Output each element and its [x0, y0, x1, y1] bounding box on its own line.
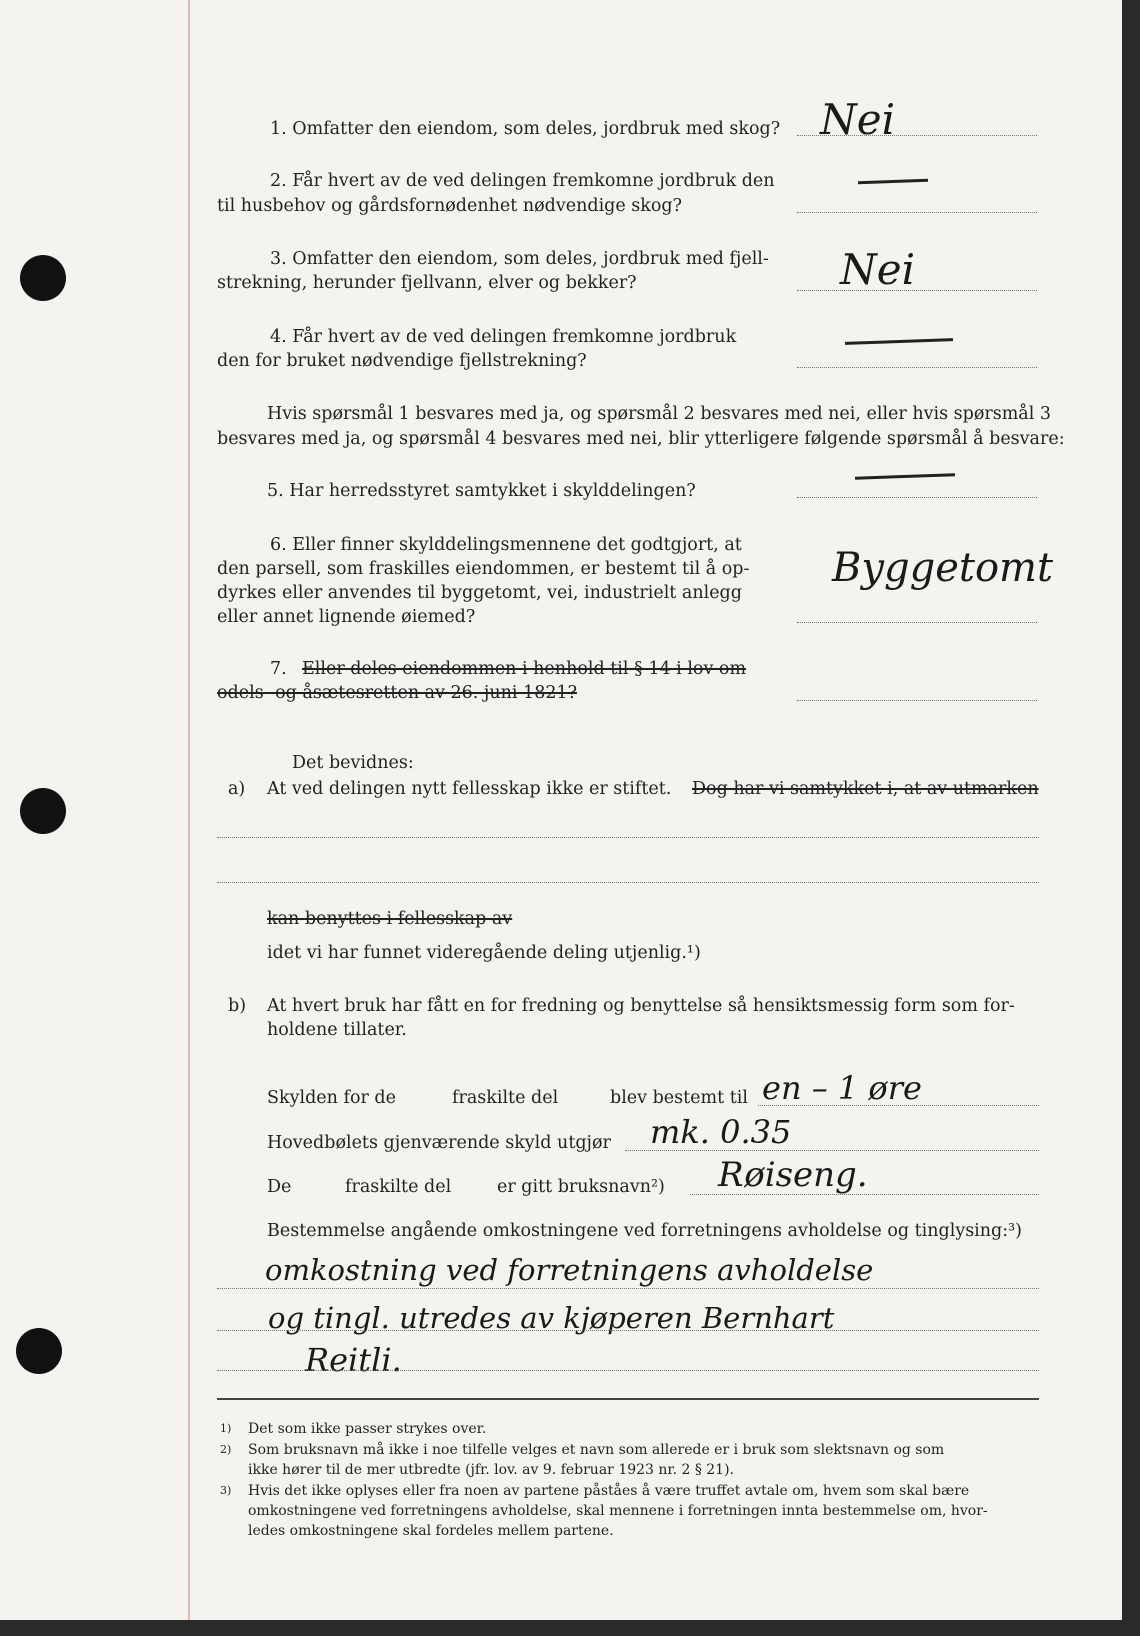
question-3-line-2: strekning, herunder fjellvann, elver og bekker? — [217, 273, 637, 293]
skyld-label-mid: fraskilte del — [452, 1088, 559, 1108]
answer-4-dash — [845, 338, 953, 345]
fill-line — [217, 837, 1039, 838]
footnote-rule — [217, 1398, 1039, 1400]
bestemmelse-line-1: omkostning ved forretningens avholdelse — [265, 1253, 874, 1287]
question-5: 5. Har herredsstyret samtykket i skylddelingen? — [267, 481, 696, 501]
question-7-line-1: Eller deles eiendommen i henhold til § 14 i lov om — [302, 659, 747, 679]
skyld-value: en – 1 øre — [762, 1069, 922, 1107]
answer-line-5 — [797, 497, 1037, 498]
bruksnavn-label-pre: De — [267, 1177, 292, 1197]
fill-line — [217, 882, 1039, 883]
footnote-2-line-1: Som bruksnavn må ikke i noe tilfelle velges et navn som allerede er i bruk som slektsnavn og som — [248, 1442, 945, 1458]
margin-line — [188, 0, 190, 1620]
skyld-label-pre: Skylden for de — [267, 1088, 396, 1108]
question-2-line-1: 2. Får hvert av de ved delingen fremkomne jordbruk den — [270, 171, 775, 191]
bevidnes-heading: Det bevidnes: — [292, 753, 414, 773]
footnote-3-line-3: ledes omkostningene skal fordeles mellem partene. — [248, 1523, 614, 1539]
hovedbol-value: mk. 0.35 — [650, 1113, 792, 1151]
answer-3: Nei — [840, 245, 916, 294]
bruksnavn-label-post: er gitt bruksnavn²) — [497, 1177, 665, 1197]
bestemmelse-fill-line — [217, 1330, 1039, 1331]
bevidnes-a-continuation: idet vi har funnet videregående deling utjenlig.¹) — [267, 943, 701, 963]
question-3-line-1: 3. Omfatter den eiendom, som deles, jordbruk med fjell- — [270, 249, 769, 269]
answer-line-7 — [797, 700, 1037, 701]
answer-1: Nei — [820, 95, 896, 144]
answer-2-dash — [858, 179, 928, 184]
question-4-line-2: den for bruket nødvendige fjellstrekning? — [217, 351, 587, 371]
bevidnes-a-label: a) — [228, 779, 246, 799]
footnote-1-line-1: Det som ikke passer strykes over. — [248, 1421, 487, 1437]
bestemmelse-label: Bestemmelse angående omkostningene ved forretningens avholdelse og tinglysing:³) — [267, 1221, 1022, 1241]
bruksnavn-label-mid: fraskilte del — [345, 1177, 452, 1197]
bevidnes-b-line-1: At hvert bruk har fått en for fredning og benyttelse så hensiktsmessig form som for- — [267, 996, 1015, 1016]
footnote-2-line-2: ikke hører til de mer utbredte (jfr. lov. av 9. februar 1923 nr. 2 § 21). — [248, 1462, 735, 1478]
bevidnes-b-label: b) — [228, 996, 247, 1016]
question-7-number: 7. — [270, 659, 287, 679]
answer-line-6 — [797, 622, 1037, 623]
punch-hole — [20, 788, 66, 834]
question-1: 1. Omfatter den eiendom, som deles, jordbruk med skog? — [270, 119, 781, 139]
bestemmelse-line-2: og tingl. utredes av kjøperen Bernhart — [268, 1301, 835, 1335]
question-6-line-4: eller annet lignende øiemed? — [217, 607, 476, 627]
question-6-line-1: 6. Eller finner skylddelingsmennene det godtgjort, at — [270, 535, 742, 555]
intro-line-1: Hvis spørsmål 1 besvares med ja, og spørsmål 2 besvares med nei, eller hvis spørsmål 3 — [267, 404, 1052, 424]
question-4-line-1: 4. Får hvert av de ved delingen fremkomne jordbruk — [270, 327, 737, 347]
hovedbol-label: Hovedbølets gjenværende skyld utgjør — [267, 1133, 611, 1153]
answer-line-4 — [797, 367, 1037, 368]
intro-line-2: besvares med ja, og spørsmål 4 besvares med nei, blir ytterligere følgende spørsmål å besvare: — [217, 429, 1065, 449]
bestemmelse-fill-line — [217, 1288, 1039, 1289]
answer-line-2 — [797, 212, 1037, 213]
answer-5-dash — [855, 473, 955, 479]
footnote-2-mark: 2) — [220, 1443, 232, 1456]
skyld-label-post: blev bestemt til — [610, 1088, 748, 1108]
bestemmelse-line-3: Reitli. — [305, 1341, 402, 1379]
footnote-3-line-2: omkostningene ved forretningens avholdelse, skal mennene i forretningen innta bestemmelse om, hvor- — [248, 1503, 988, 1519]
bevidnes-b-line-2: holdene tillater. — [267, 1020, 407, 1040]
footnote-3-line-1: Hvis det ikke oplyses eller fra noen av partene påståes å være truffet avtale om, hvem som skal bære — [248, 1483, 970, 1499]
punch-hole — [16, 1328, 62, 1374]
answer-line-3 — [797, 290, 1037, 291]
footnote-3-mark: 3) — [220, 1484, 232, 1497]
footnote-1-mark: 1) — [220, 1422, 232, 1435]
question-6-line-2: den parsell, som fraskilles eiendommen, er bestemt til å op- — [217, 559, 750, 579]
punch-hole — [20, 255, 66, 301]
bestemmelse-fill-line — [217, 1370, 1039, 1371]
bevidnes-a-text: At ved delingen nytt fellesskap ikke er stiftet. — [267, 779, 672, 799]
bruksnavn-value: Røiseng. — [718, 1155, 868, 1195]
question-2-line-2: til husbehov og gårdsfornødenhet nødvendige skog? — [217, 196, 682, 216]
answer-6: Byggetomt — [832, 545, 1054, 591]
bevidnes-a-struck-2: kan benyttes i fellesskap av — [267, 909, 513, 929]
question-7-line-2: odels- og åsætesretten av 26. juni 1821? — [217, 683, 577, 703]
question-6-line-3: dyrkes eller anvendes til byggetomt, vei, industrielt anlegg — [217, 583, 742, 603]
bevidnes-a-struck: Dog har vi samtykket i, at av utmarken — [692, 779, 1039, 799]
